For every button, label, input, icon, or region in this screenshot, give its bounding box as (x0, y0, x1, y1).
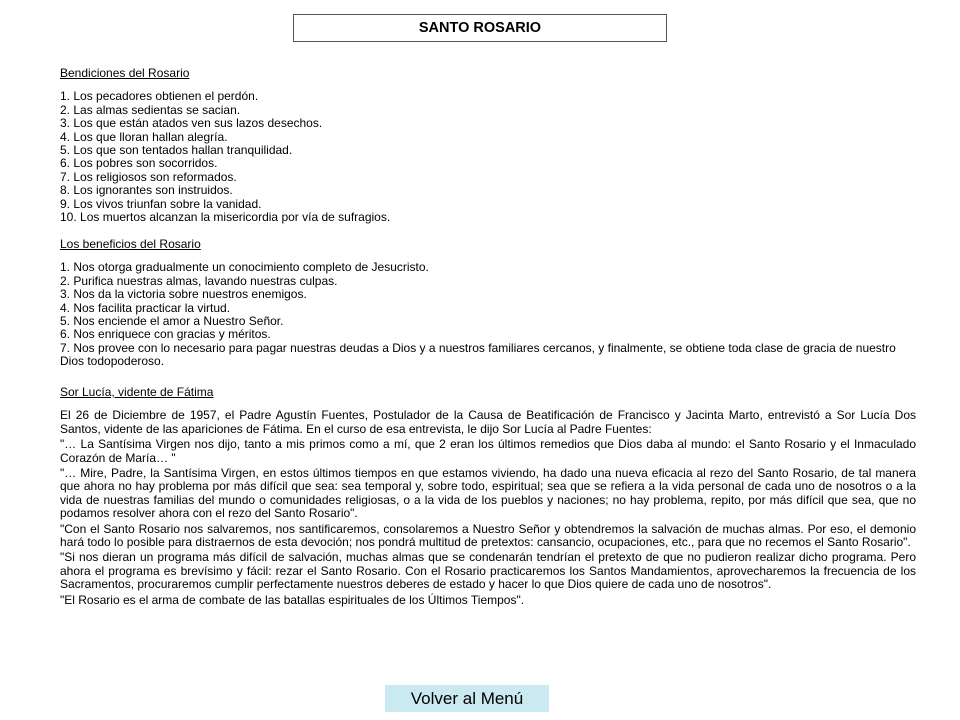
list-item: 3. Los que están atados ven sus lazos desechos. (60, 116, 323, 131)
list-item: 9. Los vivos triunfan sobre la vanidad. (60, 196, 262, 211)
page-title: SANTO ROSARIO (293, 14, 667, 42)
paragraph: El 26 de Diciembre de 1957, el Padre Agustín Fuentes, Postulador de la Causa de Beatificación de Francisco y Jacinta Marto, entrevistó a Sor Lucía Dos Santos, vidente de las apariciones de Fátima. En el curso de esa entrevista, le dijo Sor Lucía al Padre Fuentes: (60, 408, 916, 436)
list-item: 5. Nos enciende el amor a Nuestro Señor. (60, 314, 284, 329)
list-item: 4. Los que lloran hallan alegría. (60, 129, 228, 144)
list-item: 1. Los pecadores obtienen el perdón. (60, 89, 259, 104)
list-item: 8. Los ignorantes son instruidos. (60, 183, 233, 198)
list-item: 7. Nos provee con lo necesario para pagar nuestras deudas a Dios y a nuestros familiares cercanos, y finalmente, se obtiene toda clase de gracia de nuestro Dios todopoderoso. (60, 340, 896, 369)
bendiciones-section (60, 67, 916, 224)
quote-paragraph: "… Mire, Padre, la Santísima Virgen, en estos últimos tiempos en que estamos viviendo, ha dado una nueva eficacia al rezo del Santo Rosario, de tal manera que ahora no hay problema por más difícil que sea: sea temporal y, sobre todo, espiritual; sea que se refiera a la vida personal de cada uno de nosotros o a la vida de nuestras familias del mundo o comunidades religiosas, o a la vida de los pueblos y naciones; no hay problema, repito, por más difícil que sea, que no podamos resolver ahora con el rezo del Santo Rosario". (60, 466, 916, 521)
sor-lucia-heading: Sor Lucía, vidente de Fátima (60, 385, 214, 399)
list-item: 10. Los muertos alcanzan la misericordia por vía de sufragios. (60, 210, 391, 225)
list-item: 1. Nos otorga gradualmente un conocimiento completo de Jesucristo. (60, 260, 429, 275)
beneficios-heading: Los beneficios del Rosario (60, 237, 201, 251)
quote-paragraph: "Con el Santo Rosario nos salvaremos, nos santificaremos, consolaremos a Nuestro Señor y obtendremos la salvación de muchas almas. Por eso, el demonio hará todo lo posible para distraernos de esta devoción; nos pondrá multitud de pretextos: cansancio, ocupaciones, etc., para que no recemos el Santo Rosario". (60, 521, 916, 550)
quote-paragraph: "… La Santísima Virgen nos dijo, tanto a mis primos como a mí, que 2 eran los últimos remedios que Dios daba al mundo: el Santo Rosario y el Inmaculado Corazón de María… " (60, 437, 916, 465)
list-item: 7. Los religiosos son reformados. (60, 169, 237, 184)
beneficios-section (60, 238, 916, 369)
beneficios-list (60, 261, 916, 368)
bendiciones-heading: Bendiciones del Rosario (60, 66, 190, 80)
quote-paragraph: "Si nos dieran un programa más difícil de salvación, muchas almas que se condenarán tendrían el pretexto de que no pudieron realizar dicho programa. Pero ahora el programa es brevísimo y fácil: rezar el Santo Rosario. Con el Rosario practicaremos los Santos Mandamientos, aprovecharemos la frecuencia de los Sacramentos, procuraremos cumplir perfectamente nuestros deberes de estado y hacer lo que Dios quiere de cada uno de nosotros". (60, 550, 916, 592)
list-item: 5. Los que son tentados hallan tranquilidad. (60, 143, 293, 158)
list-item: 4. Nos facilita practicar la virtud. (60, 300, 231, 315)
quote-paragraph: "El Rosario es el arma de combate de las batallas espirituales de los Últimos Tiempos". (60, 592, 525, 607)
bendiciones-list (60, 90, 916, 224)
list-item: 2. Las almas sedientas se sacian. (60, 102, 241, 117)
list-item: 6. Los pobres son socorridos. (60, 156, 218, 171)
list-item: 2. Purifica nuestras almas, lavando nuestras culpas. (60, 273, 338, 288)
list-item: 6. Nos enriquece con gracias y méritos. (60, 327, 271, 342)
list-item: 3. Nos da la victoria sobre nuestros enemigos. (60, 287, 307, 302)
back-to-menu-button[interactable]: Volver al Menú (385, 685, 549, 712)
sor-lucia-section (60, 386, 916, 607)
